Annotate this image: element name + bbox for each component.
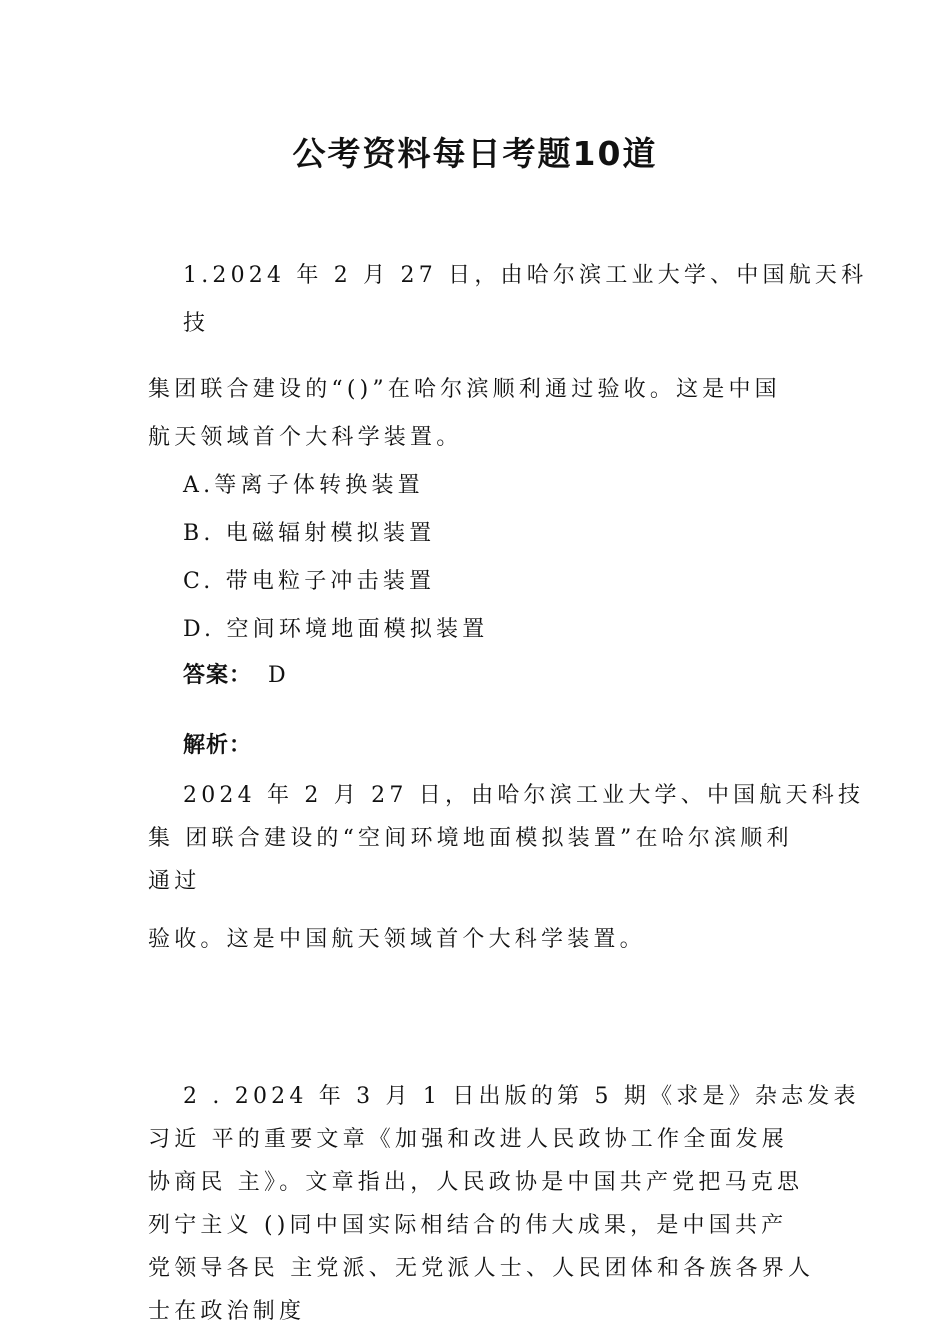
q1-analysis-line-1: 2024 年 2 月 27 日，由哈尔滨工业大学、中国航天科技 (183, 783, 865, 808)
q2-line-5: 党领导各民 主党派、无党派人士、人民团体和各族各界人 (148, 1256, 815, 1281)
q1-analysis-label: 解析： (183, 733, 253, 758)
q1-stem-line-2: 技 (183, 311, 210, 336)
answer-label: 答案： (183, 663, 253, 688)
q2-line-1: 2 . 2024 年 3 月 1 日出版的第 5 期《求是》杂志发表 (183, 1084, 860, 1109)
q1-analysis-line-2: 集 团联合建设的“空间环境地面模拟装置”在哈尔滨顺利 (148, 826, 793, 851)
q1-stem-line-3: 集团联合建设的“()”在哈尔滨顺利通过验收。这是中国 (148, 377, 781, 402)
q2-line-4: 列宁主义 ()同中国实际相结合的伟大成果，是中国共产 (148, 1213, 788, 1238)
page-title: 公考资料每日考题10道 (292, 134, 658, 173)
q1-option-b: B. 电磁辐射模拟装置 (183, 521, 436, 546)
answer-value: D (268, 663, 287, 688)
q2-line-6: 士在政治制度 (148, 1299, 306, 1324)
q1-option-a: A.等离子体转换装置 (183, 473, 424, 498)
q2-line-3: 协商民 主》。文章指出，人民政协是中国共产党把马克思 (148, 1170, 804, 1195)
q2-line-2: 习近 平的重要文章《加强和改进人民政协工作全面发展 (148, 1127, 788, 1152)
q1-option-d: D. 空间环境地面模拟装置 (183, 617, 489, 642)
q1-stem-line-4: 航天领域首个大科学装置。 (148, 425, 463, 450)
q1-analysis-line-3: 通过 (148, 869, 201, 894)
q1-stem-line-1: 1.2024 年 2 月 27 日，由哈尔滨工业大学、中国航天科 (183, 263, 868, 288)
q1-answer (183, 658, 287, 689)
q1-option-c: C. 带电粒子冲击装置 (183, 569, 436, 594)
q1-analysis-line-4: 验收。这是中国航天领域首个大科学装置。 (148, 927, 646, 952)
